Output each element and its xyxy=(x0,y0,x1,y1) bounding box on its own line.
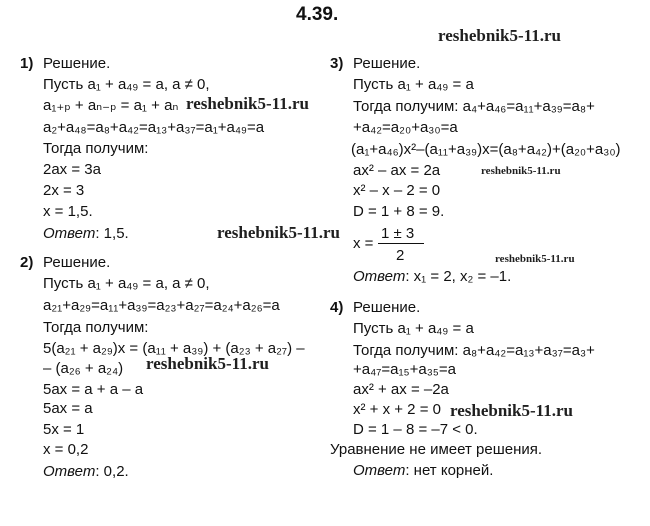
answer-line xyxy=(353,268,511,285)
solution-line: Тогда получим: xyxy=(43,319,149,336)
section-number: 2) xyxy=(20,254,34,271)
section-number: 4) xyxy=(330,299,344,316)
watermark: reshebnik5-11.ru xyxy=(438,26,561,45)
answer-label: Ответ xyxy=(43,463,96,480)
answer-line xyxy=(43,463,129,480)
solution-line: ax² – ax = 2a xyxy=(353,162,441,179)
solution-line: x = 1,5. xyxy=(43,203,93,220)
solution-line: x² – x – 2 = 0 xyxy=(353,182,441,199)
solution-line: Уравнение не имеет решения. xyxy=(330,441,543,458)
answer-line xyxy=(353,462,493,479)
solution-line: x² + x + 2 = 0 xyxy=(353,401,441,418)
answer-label: Ответ xyxy=(43,225,96,242)
answer-label: Ответ xyxy=(353,268,406,285)
solution-line: Тогда получим: a₄+a₄₆=a₁₁+a₃₉=a₈+ xyxy=(353,98,595,115)
solution-line: D = 1 – 8 = –7 < 0. xyxy=(353,421,478,438)
section-heading: Решение. xyxy=(43,55,111,72)
answer-value: : 1,5. xyxy=(95,225,129,242)
watermark: reshebnik5-11.ru xyxy=(481,165,561,177)
solution-line: a₂₁+a₂₉=a₁₁+a₃₉=a₂₃+a₂₇=a₂₄+a₂₆=a xyxy=(43,297,280,314)
solution-line: Пусть a₁ + a₄₉ = a, a ≠ 0, xyxy=(43,275,210,292)
solution-line: a₂+a₄₈=a₈+a₄₂=a₁₃+a₃₇=a₁+a₄₉=a xyxy=(43,119,265,136)
answer-value: : 0,2. xyxy=(95,463,129,480)
solution-line: +a₄₂=a₂₀+a₃₀=a xyxy=(353,119,458,136)
solution-line: – (a₂₆ + a₂₄) xyxy=(43,360,124,377)
answer-value: : нет корней. xyxy=(405,462,494,479)
solution-line: Пусть a₁ + a₄₉ = a xyxy=(353,320,474,337)
solution-line: 5ax = a xyxy=(43,400,93,417)
fraction-lhs: x = xyxy=(353,235,374,252)
section-number: 3) xyxy=(330,55,344,72)
solution-line: Пусть a₁ + a₄₉ = a, a ≠ 0, xyxy=(43,76,210,93)
watermark: reshebnik5-11.ru xyxy=(495,253,575,265)
section-number: 1) xyxy=(20,55,34,72)
solution-line: ax² + ax = –2a xyxy=(353,381,449,398)
solution-line: (a₁+a₄₆)x²–(a₁₁+a₃₉)x=(a₈+a₄₂)+(a₂₀+a₃₀) xyxy=(351,141,621,158)
solution-line: x = 0,2 xyxy=(43,441,89,458)
solution-line: Пусть a₁ + a₄₉ = a xyxy=(353,76,474,93)
solution-line: 2ax = 3a xyxy=(43,161,101,178)
solution-line: 5x = 1 xyxy=(43,421,85,438)
watermark: reshebnik5-11.ru xyxy=(217,223,340,242)
solution-line: D = 1 + 8 = 9. xyxy=(353,203,445,220)
solution-line: 5ax = a + a – a xyxy=(43,381,144,398)
fraction-denominator: 2 xyxy=(396,247,405,264)
answer-value: : x₁ = 2, x₂ = –1. xyxy=(405,268,512,285)
watermark: reshebnik5-11.ru xyxy=(450,401,573,420)
answer-line xyxy=(43,225,129,242)
section-heading: Решение. xyxy=(43,254,111,271)
watermark: reshebnik5-11.ru xyxy=(146,354,269,373)
solution-line: Тогда получим: a₈+a₄₂=a₁₃+a₃₇=a₃+ xyxy=(353,342,595,359)
problem-number: 4.39. xyxy=(296,4,339,25)
solution-line: 5(a₂₁ + a₂₉)x = (a₁₁ + a₃₉) + (a₂₃ + a₂₇) – xyxy=(43,340,305,357)
solution-line: Тогда получим: xyxy=(43,140,149,157)
solution-line: +a₄₇=a₁₅+a₃₅=a xyxy=(353,361,456,378)
solution-line: 2x = 3 xyxy=(43,182,85,199)
answer-label: Ответ xyxy=(353,462,406,479)
fraction-numerator: 1 ± 3 xyxy=(381,225,415,242)
section-heading: Решение. xyxy=(353,55,421,72)
section-heading: Решение. xyxy=(353,299,421,316)
fraction-bar xyxy=(378,243,424,244)
watermark: reshebnik5-11.ru xyxy=(186,94,309,113)
solution-line: a₁₊ₚ + aₙ₋ₚ = a₁ + aₙ xyxy=(43,97,179,114)
